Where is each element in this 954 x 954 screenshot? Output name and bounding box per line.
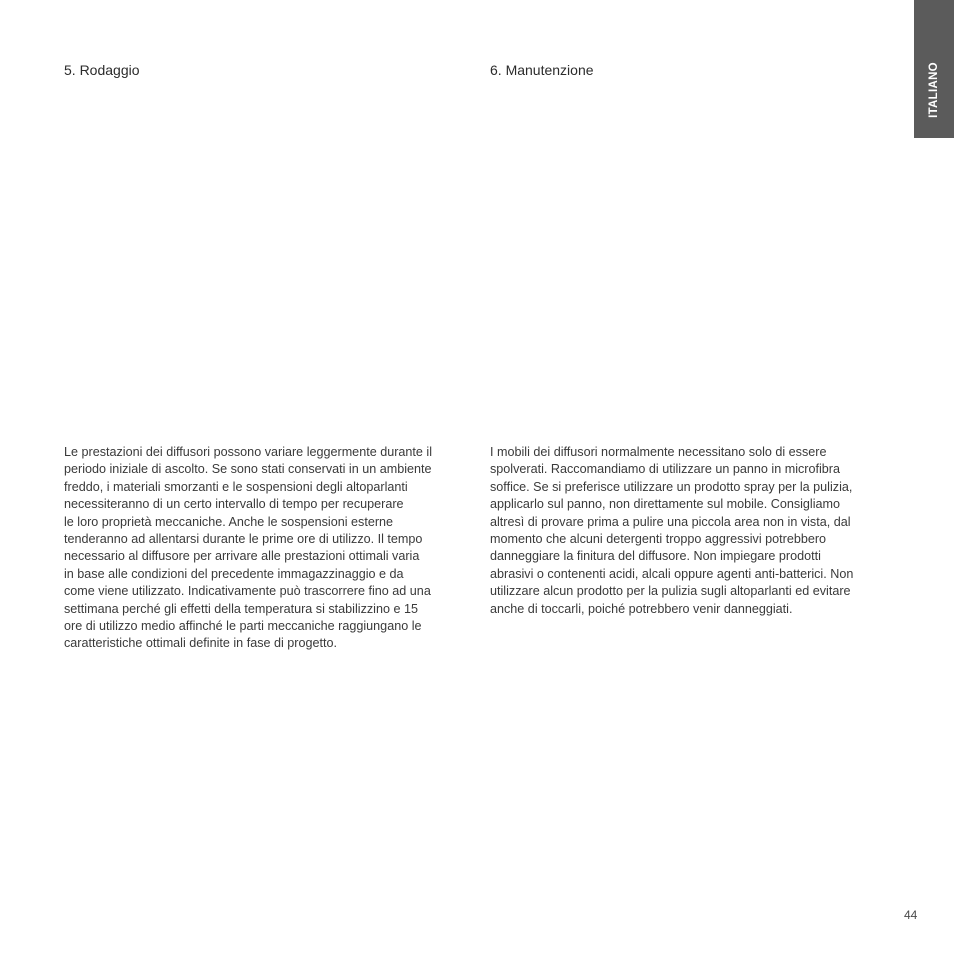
text-line: come viene utilizzato. Indicativamente può trascorrere fino ad una: [64, 584, 431, 599]
text-line: tenderanno ad allentarsi durante le prime ore di utilizzo. Il tempo: [64, 532, 423, 547]
text-line: soffice. Se si preferisce utilizzare un prodotto spray per la pulizia,: [490, 479, 853, 494]
text-line: abrasivi o contenenti acidi, alcali oppure agenti anti-batterici. Non: [490, 566, 854, 581]
text-line: spolverati. Raccomandiamo di utilizzare un panno in microfibra: [490, 462, 840, 477]
text-line: anche di toccarli, poiché potrebbero venir danneggiati.: [490, 601, 793, 616]
section-heading-manutenzione: 6. Manutenzione: [490, 62, 594, 78]
text-line: ore di utilizzo medio affinché le parti meccaniche raggiungano le: [64, 619, 422, 634]
text-line: settimana perché gli effetti della temperatura si stabilizzino e 15: [64, 601, 418, 616]
text-line: altresì di provare prima a pulire una piccola area non in vista, dal: [490, 514, 851, 529]
text-line: danneggiare la finitura del diffusore. Non impiegare prodotti: [490, 549, 821, 564]
text-line: periodo iniziale di ascolto. Se sono stati conservati in un ambiente: [64, 462, 432, 477]
section-heading-rodaggio: 5. Rodaggio: [64, 62, 140, 78]
text-line: in base alle condizioni del precedente immagazzinaggio e da: [64, 566, 404, 581]
section-body-rodaggio: [64, 444, 466, 653]
text-line: caratteristiche ottimali definite in fase di progetto.: [64, 636, 338, 651]
text-line: applicarlo sul panno, non direttamente sul mobile. Consigliamo: [490, 497, 841, 512]
language-tab-label: ITALIANO: [928, 62, 940, 118]
text-line: momento che alcuni detergenti troppo aggressivi potrebbero: [490, 532, 827, 547]
page-number: 44: [904, 908, 918, 922]
text-line: le loro proprietà meccaniche. Anche le sospensioni esterne: [64, 514, 394, 529]
text-line: necessiteranno di un certo intervallo di tempo per recuperare: [64, 497, 404, 512]
text-line: Le prestazioni dei diffusori possono variare leggermente durante il: [64, 445, 433, 459]
text-line: necessario al diffusore per arrivare alle prestazioni ottimali varia: [64, 549, 420, 564]
text-line: I mobili dei diffusori normalmente necessitano solo di essere: [490, 445, 827, 459]
text-line: utilizzare alcun prodotto per la pulizia sugli altoparlanti ed evitare: [490, 584, 851, 599]
text-line: freddo, i materiali smorzanti e le sospensioni degli altoparlanti: [64, 479, 408, 494]
language-tab: [914, 0, 954, 138]
section-body-manutenzione: [490, 444, 890, 618]
